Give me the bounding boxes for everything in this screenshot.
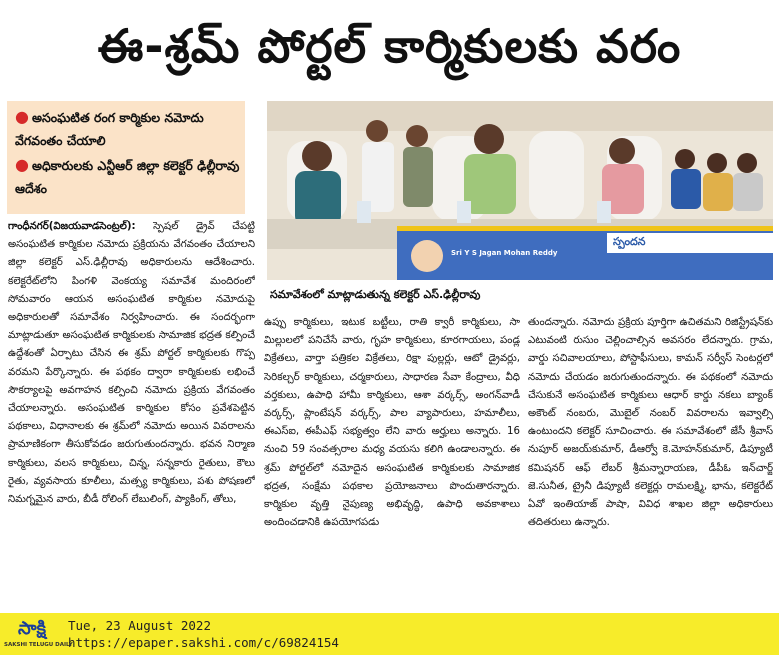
highlight-item — [15, 153, 241, 200]
banner-logo: స్పందన — [613, 235, 646, 248]
bullet-dot-icon: ● — [15, 107, 29, 126]
footer-bar — [0, 613, 779, 655]
bullet-dot-icon: ● — [15, 155, 29, 174]
epaper-link[interactable]: https://epaper.sakshi.com/c/69824154 — [68, 635, 339, 650]
banner-name: Sri Y S Jagan Mohan Reddy — [451, 249, 558, 257]
sakshi-logo — [4, 617, 73, 651]
highlight-text: అధికారులకు ఎన్టీఆర్ జిల్లా కలెక్టర్ ఢిల్లీరావు ఆదేశం — [15, 158, 240, 196]
highlights-box — [7, 101, 245, 214]
article-column-1 — [8, 218, 255, 600]
news-photo — [267, 101, 773, 280]
article-text: ఉప్పు కార్మికులు, ఇటుక బట్టీలు, రాతి క్వారీ కార్మికులు, సా మిల్లులలో పనిచేసే వారు, గృహ కార్మికులు, కూరగాయలు, పండ్ల విక్రేతలు, వార్తా పత్రికల విక్రేతలు, రిక్షా పుల్లర్లు, ఆటో డ్రైవర్లు, సెరికల్చర్ కార్మికులు, చర్మకారులు, సాధారణ సేవా కేంద్రాలు, వీధి వర్తకులు, ఉపాధి హామీ కార్మికులు, ఆశా వర్కర్స్, అంగన్‌వాడీ వర్కర్స్, ప్లాంటేషన్ వర్కర్స్, పాల వ్యాపారులు, హమాలీలు, ఈఎస్ఐ, ఈపీఎఫ్ సభ్యత్వం లేని వారు అర్హులు అన్నారు. 16 నుంచి 59 సంవత్సరాల మధ్య వయసు కలిగి ఉండాలన్నారు. ఈ శ్రమ్ పోర్టల్‌లో నమోదైన అసంఘటిత కార్మికులకు సామాజిక భద్రత, సంక్షేమ పథకాల ప్రయోజనాలు పొందుతారన్నారు. కార్మికుల వృత్తి నైపుణ్య అభివృద్ధి, ఉపాధి అవకాశాలు అందించడానికి ఉపయోగపడు — [264, 317, 520, 529]
article-column-3 — [528, 314, 773, 600]
article-dateline: గాంధీనగర్(విజయవాడసెంట్రల్): — [8, 221, 136, 232]
article-text: స్పెషల్ డ్రైవ్ చేపట్టి అసంఘటిత కార్మికుల నమోదు ప్రక్రియను వేగవంతం చేయాలని జిల్లా కలెక్టర్ ఎస్.ఢిల్లీరావు అధికారులను ఆదేశించారు. కలెక్టరేట్‌లోని పింగళి వెంకయ్య సమావేశ మందిరంలో సోమవారం ఆయన అసంఘటిత కార్మికుల నమోదుపై అధికారులతో సమావేశం నిర్వహించారు. ఈ సందర్భంగా మాట్లాడుతూ అసంఘటిత కార్మికులకు సామాజిక భద్రత కల్పించే ఉద్దేశంతో ఏర్పాటు చేసిన ఈ శ్రమ్ పోర్టల్ కార్మికులకు గొప్ప వరమని పేర్కొన్నారు. ఈ పథకం ద్వారా కార్మికులకు లభించే సౌకర్యాలపై అవగాహన కల్పించి నమోదు ప్రక్రియ వేగవంతం చేయాలన్నారు. అసంఘటిత కార్మికుల కోసం ప్రవేశపెట్టిన పథకాలు, విధానాలకు ఈ శ్రమ్‌లో నమోదు అయిన వివరాలను ప్రామాణికంగా తీసుకోవడం జరుగుతుందన్నారు. భవన నిర్మాణ కార్మికులు, వలస కార్మికులు, చిన్న, సన్నకారు రైతులు, కౌలు రైతు, వ్యవసాయ కూలీలు, మత్స్య కార్మికులు, పశు పోషణలో నిమగ్నమైన వారు, బీడీ రోలింగ్ లేబులింగ్, ప్యాకింగ్, తోలు, — [8, 221, 255, 506]
edition-date: Tue, 23 August 2022 — [68, 618, 211, 633]
logo-subtitle: SAKSHI TELUGU DAILY — [4, 642, 73, 648]
highlight-item — [15, 105, 241, 152]
logo-text: సాక్షి — [18, 618, 46, 639]
article-column-2 — [264, 314, 520, 600]
photo-caption: సమావేశంలో మాట్లాడుతున్న కలెక్టర్ ఎస్.ఢిల్లీరావు — [270, 288, 481, 301]
article-text: తుందన్నారు. నమోదు ప్రక్రియ పూర్తిగా ఉచితమని రిజిస్ట్రేషన్‌కు ఎటువంటి రుసుం చెల్లించాల్సిన అవసరం లేదన్నారు. గ్రామ, వార్డు సచివాలయాలు, పోస్టాఫీసులు, కామన్ సర్వీస్ సెంటర్లలో నమోదు చేయడం జరుగుతుందన్నారు. ఈ పథకంలో నమోదు చేసుకునే అసంఘటిత కార్మికులు ఆధార్ కార్డు నకలు బ్యాంక్ అకౌంట్ నంబరు, మొబైల్ నంబర్ వివరాలను ఇవ్వాల్సి ఉంటుందని కలెక్టర్ సూచించారు. ఈ సమావేశంలో జేసీ శ్రీవాస్ నుపూర్ అజయ్‌కుమార్, డీఆర్వో కె.మోహన్‌కుమార్, డిప్యూటీ కమిషనర్ ఆఫ్ లేబర్ శ్రీమన్నారాయణ, డీపీఓ ఇన్‌చార్జ్ జె.సునీత, ట్రైనీ డిప్యూటీ కలెక్టర్లు రామలక్ష్మి, భాను, కలెక్టరేట్ ఏవో ఇంతియాజ్ పాషా, వివిధ శాఖల జిల్లా అధికారులు తదితరులు ఉన్నారు. — [528, 317, 773, 529]
highlight-text: అసంఘటిత రంగ కార్మికుల నమోదు వేగవంతం చేయాలి — [15, 110, 204, 148]
headline: ఈ-శ్రమ్ పోర్టల్ కార్మికులకు వరం — [97, 19, 682, 73]
